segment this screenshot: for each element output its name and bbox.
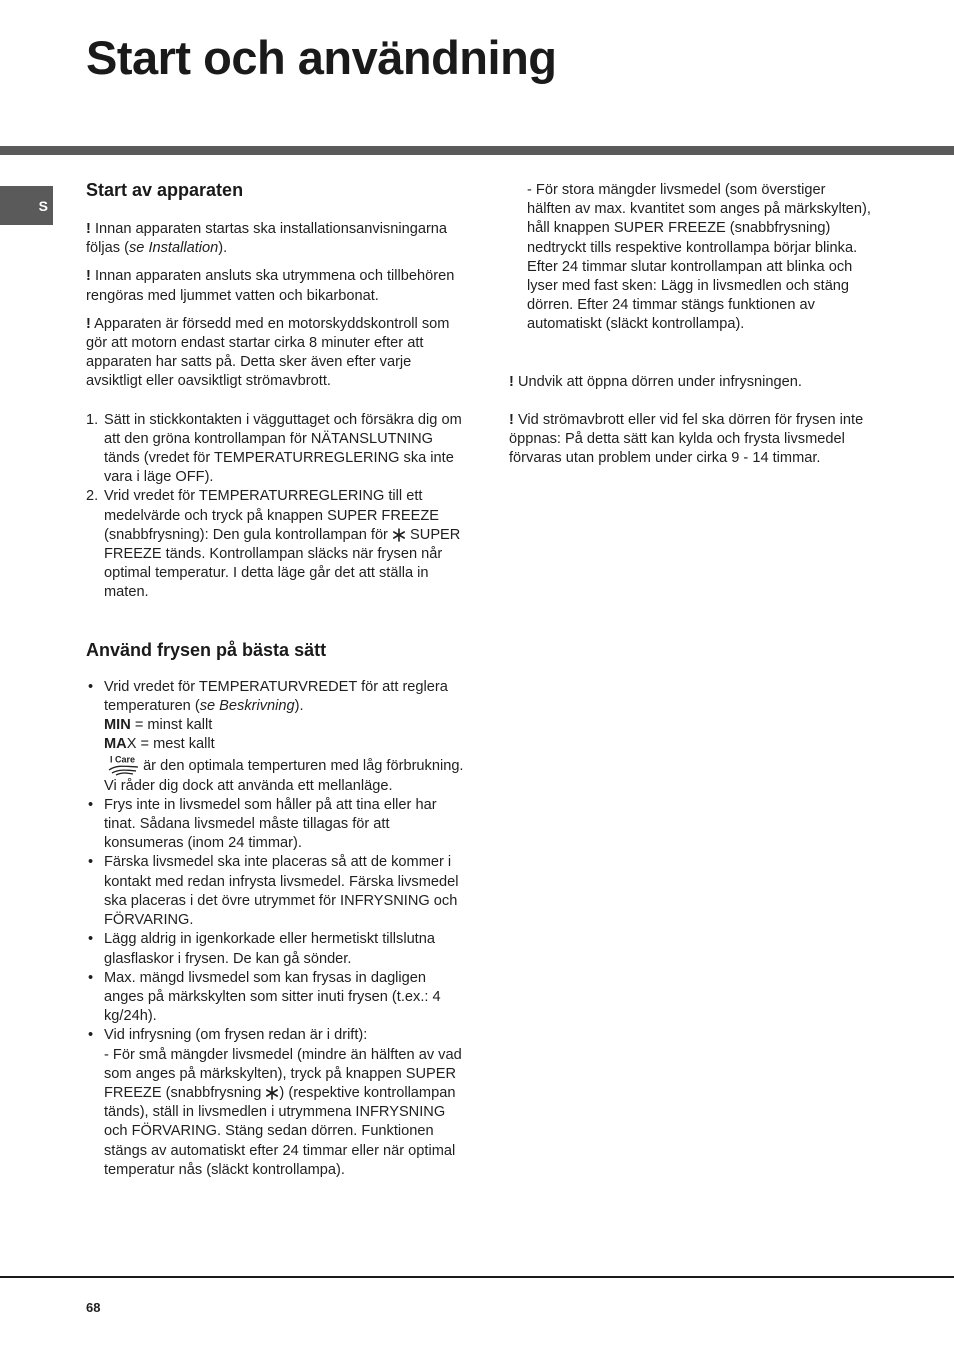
list-text: Vid infrysning (om frysen redan är i drift): (104, 1027, 368, 1044)
warning-mark: ! (86, 315, 91, 332)
list-text-end: ) (respektive kontrollampan tänds), ställ in livsmedlen i utrymmena INFRYSNING och FÖRVARING. Stäng sedan dörren. Funktionen stängs av automatiskt efter 24 timmar eller när optimal temperatur nås (släckt kontrollampa). (104, 1084, 456, 1178)
step-text: Vrid vredet för TEMPERATURREGLERING till ett medelvärde och tryck på knappen SUPER FREEZE (snabbfrysning): Den gula kontrollampan för (104, 488, 439, 543)
note-text: Apparaten är försedd med en motorskyddskontroll som gör att motorn endast startar cirka 8 minuter efter att apparaten har satts på. Detta sker även efter varje avsiktligt eller oavsiktligt strömavbrott. (86, 315, 450, 390)
snowflake-icon (392, 528, 406, 542)
list-text: Lägg aldrig in igenkorkade eller hermetiskt tillslutna glasflaskor i frysen. De kan gå sönder. (104, 931, 435, 967)
list-item (86, 1026, 468, 1180)
list-text-small-quantity: - För små mängder livsmedel (mindre än hälften av vad som anges på märkskylten), tryck på knappen SUPER FREEZE (snabbfrysning (104, 1046, 462, 1101)
min-text: = minst kallt (130, 717, 213, 734)
language-tab-label: S (38, 197, 48, 214)
right-column (509, 181, 871, 468)
left-column (86, 178, 468, 1180)
section-heading-usage: Använd frysen på bästa sätt (86, 639, 327, 660)
step-text-end: SUPER FREEZE tänds. Kontrollampan släcks när frysen når optimal temperatur. I detta läge går det att ställa in maten. (104, 526, 461, 601)
note-text: Innan apparaten ansluts ska utrymmena och tillbehören rengöras med ljummet vatten och bikarbonat. (86, 268, 455, 304)
start-steps (86, 411, 468, 603)
note-power-outage (509, 411, 871, 469)
section-heading-start: Start av apparaten (86, 180, 244, 200)
max-label: MA (104, 736, 127, 753)
step-item (86, 411, 468, 488)
warning-mark: ! (509, 411, 514, 428)
bullet: • (88, 678, 94, 695)
min-label: MIN (104, 717, 131, 734)
note-motor-protection (86, 315, 468, 392)
note-text: Undvik att öppna dörren under infrysningen. (517, 373, 802, 390)
step-text: Sätt in stickkontakten i vägguttaget och försäkra dig om att den gröna kontrollampan för NÄTANSLUTNING tänds (vredet för TEMPERATURREGLERING ska inte vara i läge OFF). (104, 411, 462, 486)
snowflake-icon (265, 1086, 279, 1100)
list-item (86, 853, 468, 930)
list-reference: se Beskrivning (199, 697, 295, 714)
footer-divider (0, 1276, 954, 1278)
usage-list (86, 678, 468, 1180)
warning-mark: ! (509, 373, 514, 390)
list-item (86, 930, 468, 968)
list-text: Vrid vredet för TEMPERATURVREDET för att reglera temperaturen ( (104, 678, 448, 714)
note-text: Vid strömavbrott eller vid fel ska dörren för frysen inte öppnas: På detta sätt kan kylda och frysta livsmedel förvaras utan problem under cirka 9 - 14 timmar. (509, 411, 864, 467)
list-text: Färska livsmedel ska inte placeras så att de kommer i kontakt med redan infrysta livsmedel. Färska livsmedel ska placeras i det övre utrymmet för INFRYSNING och FÖRVARING. (104, 854, 459, 929)
header-divider-bar (0, 146, 954, 155)
page-number: 68 (86, 1300, 101, 1315)
list-item (86, 796, 468, 854)
bullet: • (88, 854, 94, 871)
list-item (86, 678, 468, 796)
max-text: X = mest kallt (126, 736, 215, 753)
page-title: Start och användning (86, 31, 557, 84)
note-door-open (509, 373, 871, 392)
icare-icon-label: I Care (110, 754, 136, 765)
bullet: • (88, 969, 94, 986)
note-reference: se Installation (128, 240, 219, 257)
note-text-end: ). (218, 240, 228, 257)
icare-text: är den optimala temperturen med låg förbrukning. Vi råder dig dock att använda ett mellanläge. (104, 758, 464, 794)
list-item (86, 969, 468, 1027)
step-number: 2. (86, 488, 99, 505)
bullet: • (88, 931, 94, 948)
list-text: Frys inte in livsmedel som håller på att tina eller har tinat. Sådana livsmedel måste tillagas för att konsumeras (inom 24 timmar). (104, 796, 437, 852)
note-text: Innan apparaten startas ska installationsanvisningarna följas ( (86, 221, 448, 257)
icare-icon (108, 754, 140, 776)
language-tab (0, 186, 53, 225)
large-quantity-text: - För stora mängder livsmedel (som överstiger hälften av max. kvantitet som anges på märkskylten), håll knappen SUPER FREEZE (snabbfrysning) nedtryckt tills respektive kontrollampa börjar blinka. Efter 24 timmar slutar kontrollampan att blinka och lyser med fast sken: Lägg in livsmedlen och stäng dörren. Efter 24 timmar stängs funktionen av automatiskt (släckt kontrollampa). (527, 182, 871, 333)
bullet: • (88, 796, 94, 813)
bullet: • (88, 1027, 94, 1044)
note-cleaning (86, 267, 468, 305)
step-number: 1. (86, 411, 99, 428)
warning-mark: ! (86, 221, 91, 237)
warning-mark: ! (86, 268, 91, 285)
list-text: Max. mängd livsmedel som kan frysas in dagligen anges på märkskylten som sitter inuti frysen (t.ex.: 4 kg/24h). (104, 969, 441, 1025)
list-text-end: ). (294, 697, 304, 714)
step-item (86, 487, 468, 602)
note-installation (86, 220, 468, 258)
